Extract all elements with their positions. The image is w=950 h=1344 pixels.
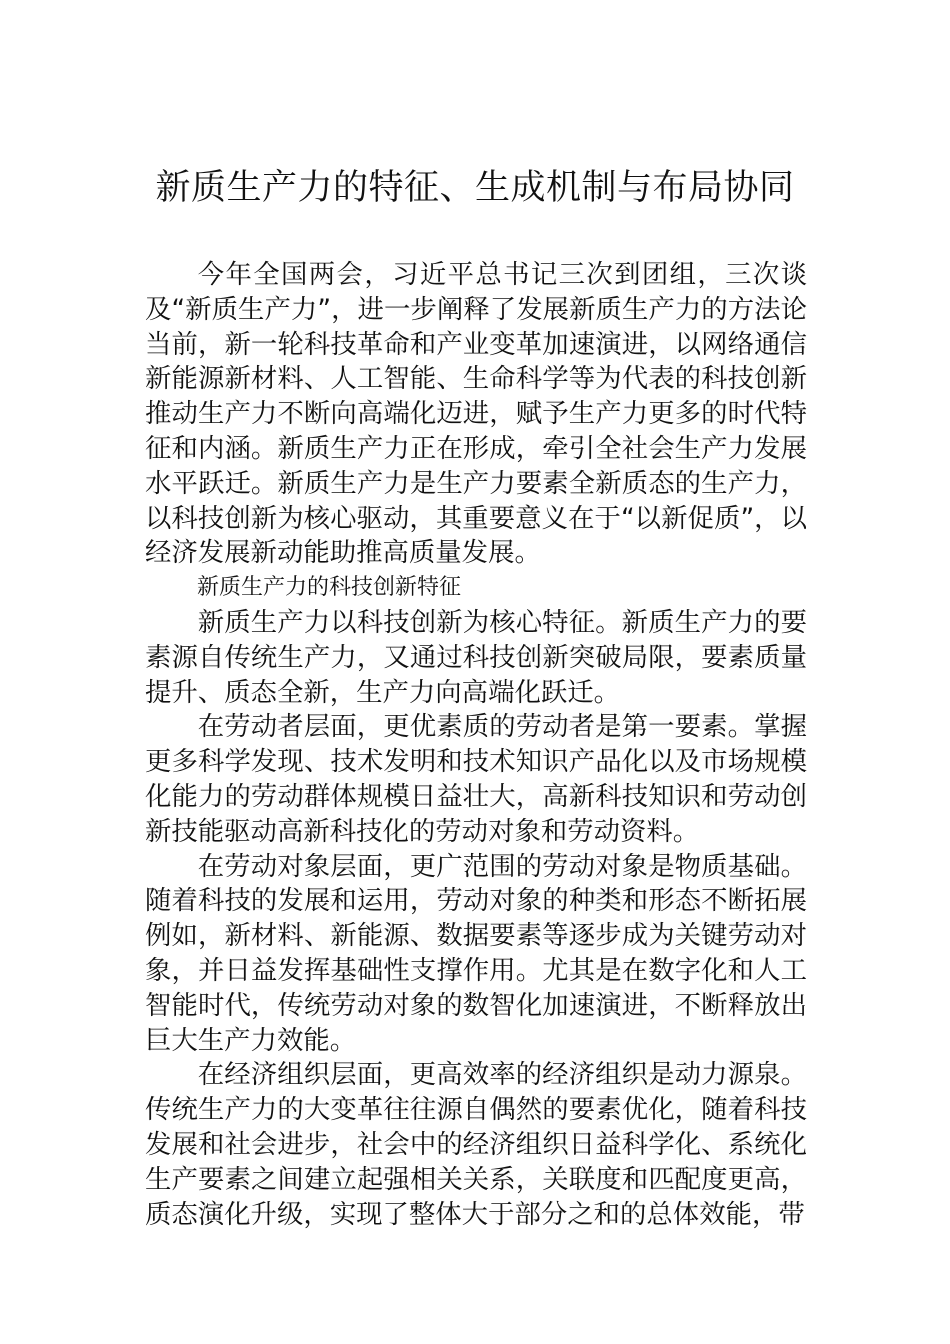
paragraph-core-feature: 新质生产力以科技创新为核心特征。新质生产力的要素源自传统生产力，又通过科技创新突破局限，要素质量提升、质态全新，生产力向高端化跃迁。 (145, 606, 807, 708)
document-title: 新质生产力的特征、生成机制与布局协同 (155, 168, 795, 208)
paragraph-laborer: 在劳动者层面，更优素质的劳动者是第一要素。掌握更多科学发现、技术发明和技术知识产品化以及市场规模化能力的劳动群体规模日益壮大，高新科技知识和劳动创新技能驱动高新科技化的劳动对象和劳动资料。 (145, 711, 807, 847)
section-heading: 新质生产力的科技创新特征 (197, 575, 462, 601)
document-body (145, 258, 807, 1232)
paragraph-labor-object: 在劳动对象层面，更广范围的劳动对象是物质基础。随着科技的发展和运用，劳动对象的种类和形态不断拓展例如，新材料、新能源、数据要素等逐步成为关键劳动对象，并日益发挥基础性支撑作用。尤其是在数字化和人工智能时代，传统劳动对象的数智化加速演进，不断释放出巨大生产力效能。 (145, 850, 807, 1056)
paragraph-economic-organization: 在经济组织层面，更高效率的经济组织是动力源泉。传统生产力的大变革往往源自偶然的要素优化，随着科技发展和社会进步，社会中的经济组织日益科学化、系统化生产要素之间建立起强相关关系，关联度和匹配度更高，质态演化升级，实现了整体大于部分之和的总体效能，带 (145, 1059, 807, 1230)
paragraph-intro: 今年全国两会，习近平总书记三次到团组，三次谈及“新质生产力”，进一步阐释了发展新质生产力的方法论当前，新一轮科技革命和产业变革加速演进，以网络通信新能源新材料、人工智能、生命科学等为代表的科技创新推动生产力不断向高端化迈进，赋予生产力更多的时代特征和内涵。新质生产力正在形成，牵引全社会生产力发展水平跃迁。新质生产力是生产力要素全新质态的生产力，以科技创新为核心驱动，其重要意义在于“以新促质”，以经济发展新动能助推高质量发展。 (145, 259, 807, 569)
